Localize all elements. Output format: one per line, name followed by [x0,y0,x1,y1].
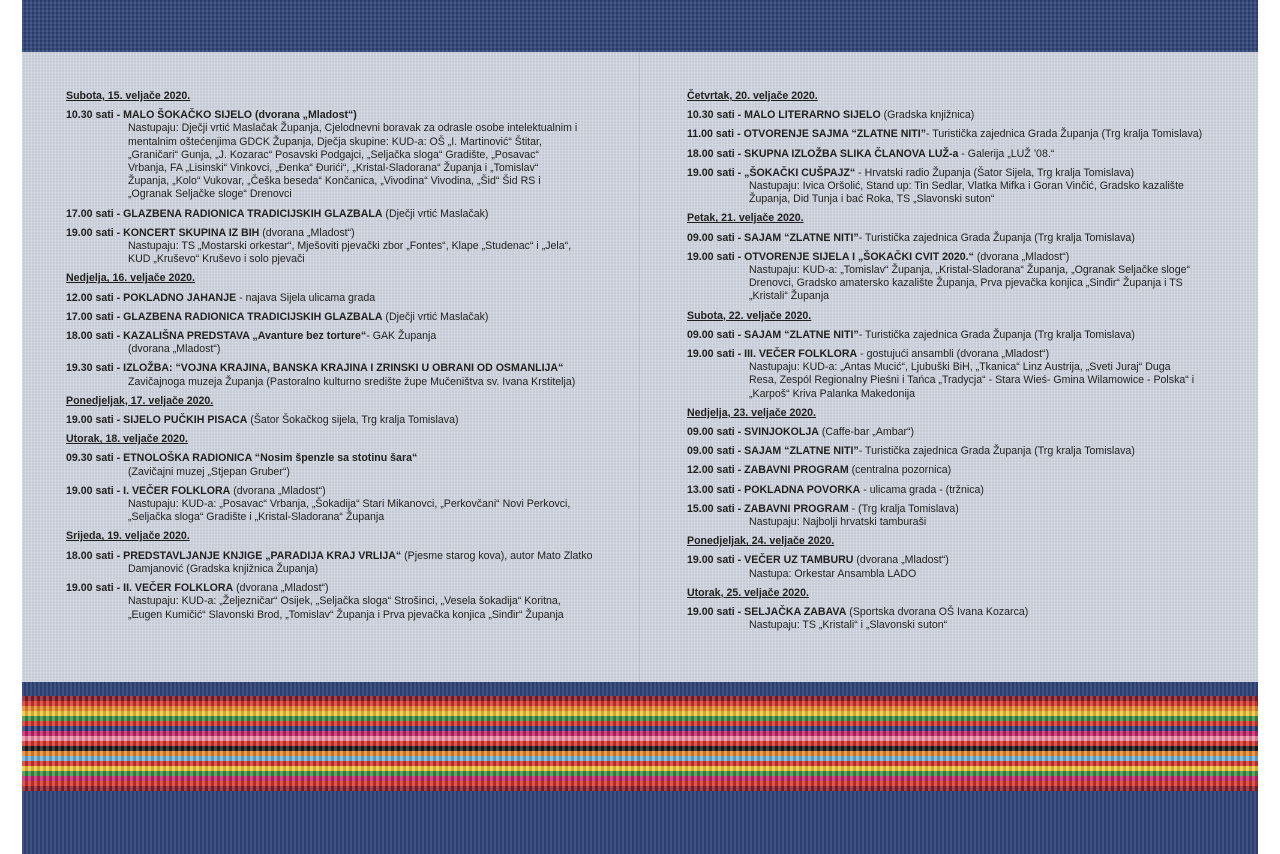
program-item [66,109,606,201]
day-heading: Subota, 15. veljače 2020. [66,90,191,102]
event-title: SAJAM “ZLATNE NITI” [744,445,859,458]
event-detail-line: Nastupaju: TS „Kristali“ i „Slavonski suton“ [749,619,948,632]
page-fold [639,0,640,854]
event-note: - najava Sijela ulicama grada [236,291,376,304]
program-item [687,109,1217,122]
program-item-headline [66,582,606,595]
program-item [687,503,1217,529]
event-detail-line: Nastupa: Orkestar Ansambla LADO [749,567,917,580]
event-title: OTVORENJE SIJELA I „ŠOKAČKI CVIT 2020.“ [744,250,974,263]
event-title: KAZALIŠNA PREDSTAVA „Avanture bez torture“ [123,330,367,343]
event-time: 11.00 sati - [687,128,741,141]
program-column-left [66,86,606,628]
event-detail-line: (Zavičajni muzej „Stjepan Gruber“) [128,465,290,478]
event-title: SIJELO PUČKIH PISACA [123,414,248,427]
event-time: 13.00 sati - [687,483,742,496]
event-detail-line: „Eugen Kumičić“ Slavonski Brod, „Tomislav“ Županja i Prva pjevačka konjica „Sinđir“ Županja [128,608,564,621]
event-time: 19.00 sati - [687,554,742,567]
program-item-headline [66,311,606,324]
event-detail-line: mentalnim oštećenjima GDCK Županja, Dječja skupine: KUD-a: OŠ „I. Martinović“ Štitar, [128,135,542,148]
event-time: 12.00 sati - [687,464,742,477]
program-item-headline [687,426,1217,439]
day-heading: Utorak, 25. veljače 2020. [687,586,809,599]
program-item-headline [687,348,1217,361]
event-note: (Dječji vrtić Maslačak) [382,207,489,220]
event-detail-line: Županja, Did Tunja i bać Roka, TS „Slavonski suton“ [749,193,995,206]
event-title: MALO ŠOKAČKO SIJELO (dvorana „Mladost“) [123,109,357,122]
day-heading: Petak, 21. veljače 2020. [687,212,804,225]
event-title: GLAZBENA RADIONICA TRADICIJSKIH GLAZBALA [123,207,383,220]
event-time: 09.30 sati - [66,452,121,465]
event-time: 19.00 sati - [66,484,121,497]
program-item-headline [687,128,1217,141]
event-note: - Turistička zajednica Grada Županja (Trg kralja Tomislava) [858,231,1135,244]
program-item-headline [687,232,1217,245]
event-note: (centralna pozornica) [848,464,952,477]
program-item-headline [687,503,1217,516]
event-title: POKLADNA POVORKA [744,483,861,496]
event-detail-line: Nastupaju: Dječji vrtić Maslačak Županja, Cjelodnevni boravak za odrasle osobe intelektualnim i [128,122,578,135]
event-detail-line: Nastupaju: KUD-a: „Željezničar“ Osijek, „Seljačka sloga“ Strošinci, „Vesela šokadija“ Koritna, [128,595,561,608]
program-item [687,348,1217,401]
event-title: OTVORENJE SAJMA “ZLATNE NITI” [743,128,927,141]
day-heading: Utorak, 18. veljače 2020. [66,433,188,446]
event-title: ZABAVNI PROGRAM [744,502,849,515]
program-item-headline [66,452,606,465]
event-detail-line: „Kristali“ Županja [749,290,830,303]
event-title: SAJAM “ZLATNE NITI” [744,231,859,244]
event-note: (dvorana „Mladost“) [973,250,1070,263]
event-time: 18.00 sati - [66,549,121,562]
day-heading: Ponedjeljak, 24. veljače 2020. [687,535,835,548]
program-item [687,554,1217,580]
event-time: 09.00 sati - [687,328,742,341]
band-stripe [22,786,1258,791]
event-title: POKLADNO JAHANJE [123,291,237,304]
event-note: - Turistička zajednica Grada Županja (Trg kralja Tomislava) [858,328,1135,341]
day-heading: Četvrtak, 20. veljače 2020. [687,90,818,102]
event-detail-line: KUD „Kruševo“ Kruševo i solo pjevači [128,253,305,266]
program-item [687,232,1217,245]
program-item [66,311,606,324]
event-detail-line: Nastupaju: KUD-a: „Posavac“ Vrbanja, „Šokadija“ Stari Mikanovci, „Perkovčani“ Novi Perkovci, [128,498,571,511]
event-title: III. VEČER FOLKLORA [744,348,858,361]
program-item [66,485,606,525]
event-title: ETNOLOŠKA RADIONICA “Nosim špenzle sa stotinu šara“ [123,452,418,465]
program-item-headline [66,208,606,221]
program-item [66,550,606,576]
event-title: GLAZBENA RADIONICA TRADICIJSKIH GLAZBALA [123,310,383,323]
program-item [687,251,1217,304]
event-title: I. VEČER FOLKLORA [123,484,231,497]
event-note: - GAK Županja [366,330,437,343]
program-item [687,148,1217,161]
program-item [66,227,606,267]
program-item-headline [66,362,606,375]
event-detail-line: Vrbanja, FA „Lisinski“ Vinkovci, „Đenka“ Đurići“, „Kristal-Sladorana“ Županja i „Tomislav“ [128,162,539,175]
event-title: ZABAVNI PROGRAM [744,464,849,477]
event-detail-line: „Graničari“ Gunja, „J. Kozarac“ Posavski Podgajci, „Seljačka sloga“ Gradište, „Posavac“ [128,148,539,161]
program-item [66,414,606,427]
event-note: (dvorana „Mladost“) [230,484,326,497]
program-item-headline [687,251,1217,264]
event-note: (Dječji vrtić Maslačak) [382,310,489,323]
event-note: - Hrvatski radio Županja (Šator Sijela, Trg kralja Tomislava) [855,166,1135,179]
event-time: 17.00 sati - [66,310,121,323]
program-item-headline [687,109,1217,122]
event-title: VEČER UZ TAMBURU [744,554,854,567]
program-item-headline [66,109,606,122]
event-title: MALO LITERARNO SIJELO [744,109,881,122]
event-note: (Šator Šokačkog sijela, Trg kralja Tomislava) [247,414,459,427]
program-item [66,362,606,388]
event-time: 19.00 sati - [66,414,121,427]
program-item-headline [687,464,1217,477]
program-item-headline [687,148,1217,161]
event-note: - gostujući ansambli (dvorana „Mladost“) [857,348,1050,361]
event-title: SELJAČKA ZABAVA [744,606,847,619]
program-item-headline [687,329,1217,342]
program-item [687,426,1217,439]
program-item-headline [687,484,1217,497]
day-heading: Srijeda, 19. veljače 2020. [66,530,190,543]
program-item-headline [687,606,1217,619]
program-item [66,292,606,305]
event-detail-line: Zavičajnoga muzeja Županja (Pastoralno kulturno središte župe Mučeništva sv. Ivana Krstitelja) [128,375,576,388]
event-note: (Gradska knjižnica) [880,109,975,122]
event-title: PREDSTAVLJANJE KNJIGE „PARADIJA KRAJ VRLIJA“ [123,549,402,562]
program-item-headline [66,550,606,563]
event-detail-line: Nastupaju: Najbolji hrvatski tamburaši [749,516,927,529]
event-note: (dvorana „Mladost“) [259,226,355,239]
program-item-headline [66,414,606,427]
event-time: 18.00 sati - [687,147,742,160]
program-item-headline [66,292,606,305]
program-item [687,464,1217,477]
event-time: 10.30 sati - [687,109,742,122]
event-detail-line: Županja, „Kolo“ Vukovar, „Češka beseda“ Končanica, „Vivodina“ Vivodina, „Šid“ Šid RS i [128,175,541,188]
event-title: SAJAM “ZLATNE NITI” [744,328,859,341]
event-time: 19.30 sati - [66,362,121,375]
event-note: (Pjesme starog kova), autor Mato Zlatko [401,549,593,562]
event-title: SVINJOKOLJA [744,426,819,439]
event-note: - (Trg kralja Tomislava) [848,502,959,515]
program-item [66,452,606,478]
embroidered-band [22,682,1258,854]
program-item [66,582,606,622]
event-note: (Sportska dvorana OŠ Ivana Kozarca) [846,606,1029,619]
day-heading: Nedjelja, 16. veljače 2020. [66,272,195,285]
event-detail-line: Nastupaju: KUD-a: „Tomislav“ Županja, „Kristal-Sladorana“ Županja, „Ogranak Seljačke sloge“ [749,264,1191,277]
event-time: 19.00 sati - [687,348,742,361]
event-time: 09.00 sati - [687,231,742,244]
program-item [687,329,1217,342]
event-note: - Turistička zajednica Grada Županja (Trg kralja Tomislava) [926,128,1203,141]
event-time: 10.30 sati - [66,109,121,122]
event-time: 19.00 sati - [66,582,121,595]
event-note: (dvorana „Mladost“) [233,582,329,595]
program-item [687,445,1217,458]
event-detail-line: „Karpoš“ Kriva Palanka Makedonija [749,387,916,400]
event-detail-line: „Ogranak Seljačke sloge“ Drenovci [128,188,292,201]
event-note: - Galerija „LUŽ ’08.“ [958,147,1055,160]
program-item-headline [66,485,606,498]
program-item [687,484,1217,497]
event-note: (Caffe-bar „Ambar“) [818,426,915,439]
event-detail-line: Damjanović (Gradska knjižnica Županja) [128,562,319,575]
event-detail-line: Resa, Zespól Regionalny Pieśni i Tańca „Tradycja“ - Stara Wieś- Gmina Wilamowice - Polska“ i [749,374,1195,387]
event-note: (dvorana „Mladost“) [853,554,949,567]
event-time: 12.00 sati - [66,291,121,304]
event-detail-line: Nastupaju: TS „Mostarski orkestar“, Mješoviti pjevački zbor „Fontes“, Klape „Studenac“ i „Jela“, [128,240,572,253]
event-detail-line: (dvorana „Mladost“) [128,343,221,356]
program-item-headline [687,445,1217,458]
day-heading: Nedjelja, 23. veljače 2020. [687,406,816,419]
denim-border-top [22,0,1258,52]
event-time: 19.00 sati - [687,606,742,619]
event-time: 18.00 sati - [66,330,121,343]
program-item [687,606,1217,632]
event-note: - Turistička zajednica Grada Županja (Trg kralja Tomislava) [858,445,1135,458]
program-item [66,330,606,356]
program-item-headline [66,227,606,240]
day-heading: Subota, 22. veljače 2020. [687,309,812,322]
program-item-headline [66,330,606,343]
program-column-right [687,86,1217,639]
event-title: SKUPNA IZLOŽBA SLIKA ČLANOVA LUŽ-a [744,147,959,160]
program-item-headline [687,167,1217,180]
event-title: „ŠOKAČKI CUŠPAJZ“ [744,166,856,179]
event-detail-line: Nastupaju: KUD-a: „Antas Mucić“, Ljubuški BiH, „Tkanica“ Linz Austrija, „Sveti Juraj“ Duga [749,361,1171,374]
event-note: - ulicama grada - (tržnica) [860,483,984,496]
event-time: 17.00 sati - [66,207,121,220]
event-time: 19.00 sati - [687,250,742,263]
event-time: 15.00 sati - [687,502,742,515]
program-item [687,128,1217,141]
program-item [66,208,606,221]
event-time: 09.00 sati - [687,426,742,439]
day-heading: Ponedjeljak, 17. veljače 2020. [66,394,214,407]
event-detail-line: „Seljačka sloga“ Gradište i „Kristal-Sladorana“ Županja [128,511,385,524]
event-detail-line: Drenovci, Gradsko amatersko kazalište Županja, Prva pjevačka konjica „Sinđir“ Županja i TS [749,277,1183,290]
event-time: 19.00 sati - [687,166,742,179]
program-item [687,167,1217,207]
event-title: IZLOŽBA: “VOJNA KRAJINA, BANSKA KRAJINA I ZRINSKI U OBRANI OD OSMANLIJA“ [123,362,564,375]
event-time: 19.00 sati - [66,226,121,239]
program-item-headline [687,554,1217,567]
event-detail-line: Nastupaju: Ivica Oršolić, Stand up: Tin Sedlar, Vlatka Mifka i Goran Vinčić, Gradsko kazalište [749,180,1184,193]
event-title: II. VEČER FOLKLORA [123,582,234,595]
event-title: KONCERT SKUPINA IZ BIH [123,226,260,239]
event-time: 09.00 sati - [687,445,742,458]
